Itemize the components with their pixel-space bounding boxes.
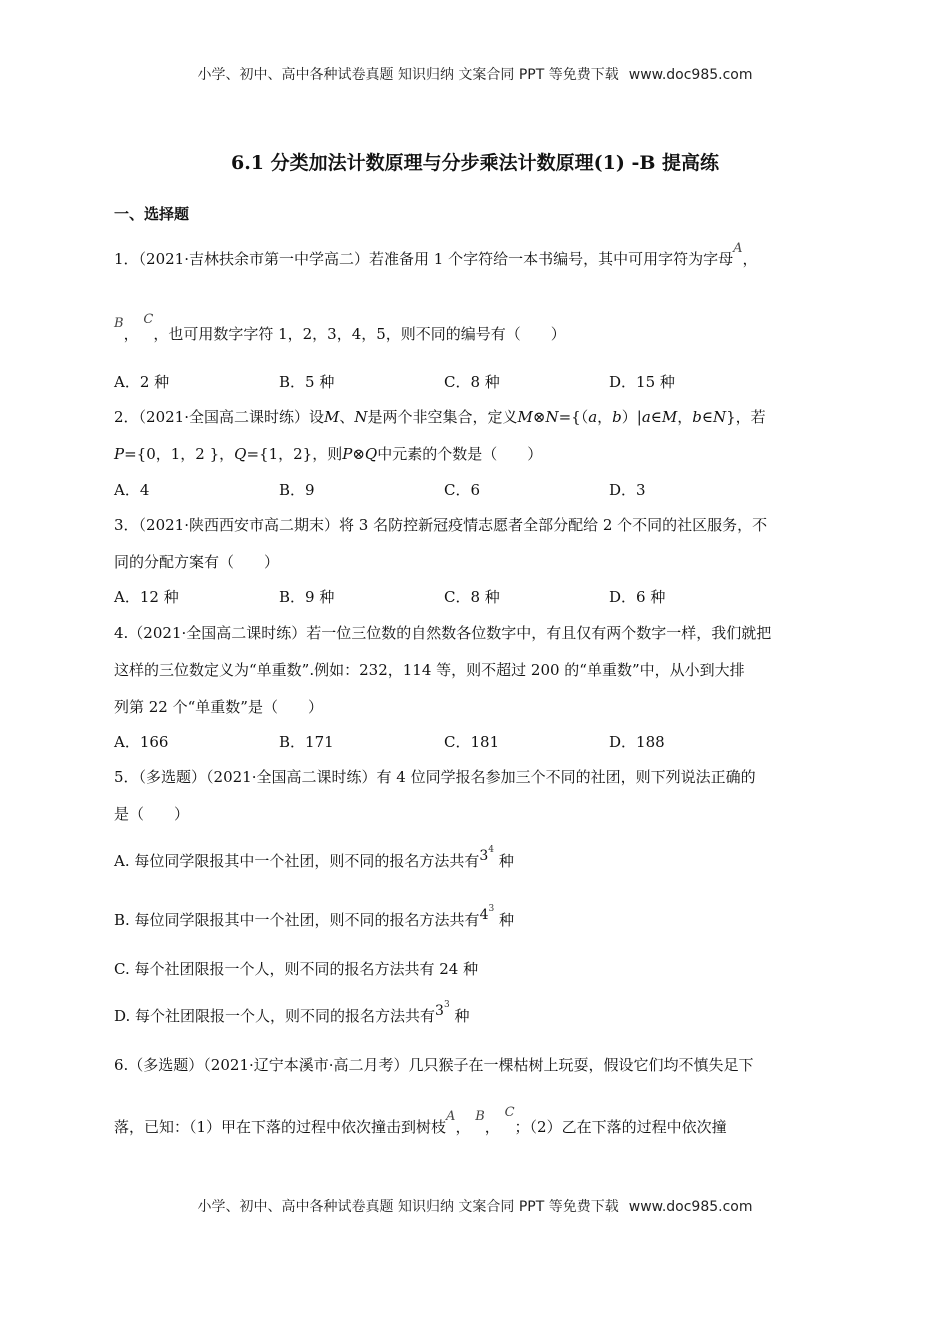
- var-A: A: [446, 1109, 456, 1124]
- q3-option-c[interactable]: C．8 种: [444, 588, 500, 606]
- q5-option-b[interactable]: B. 每位同学限报其中一个社团，则不同的报名方法共有$4^3$ 种: [114, 904, 515, 929]
- var-B: B: [114, 316, 124, 331]
- q4-line2: 这样的三位数定义为“单重数”.例如：232，114 等，则不超过 200 的“单重数”中，从小到大排: [114, 661, 745, 679]
- q6-line2: 落，已知：（1）甲在下落的过程中依次撞击到树枝A， B， C；（2）乙在下落的过程中依次撞: [114, 1105, 727, 1136]
- page-header: [0, 64, 950, 84]
- var-A: A: [733, 241, 743, 256]
- q4-option-d[interactable]: D．188: [609, 733, 665, 751]
- q4-line3: 列第 22 个“单重数”是（ ）: [114, 698, 323, 716]
- var-B: B: [475, 1109, 485, 1124]
- q1-line2: B， C，也可用数字字符 1，2，3，4，5，则不同的编号有（ ）: [114, 312, 566, 343]
- q5-option-c[interactable]: C. 每个社团限报一个人，则不同的报名方法共有 24 种: [114, 960, 479, 978]
- q3-option-b[interactable]: B．9 种: [279, 588, 335, 606]
- q2-option-d[interactable]: D．3: [609, 481, 646, 499]
- q4-option-c[interactable]: C．181: [444, 733, 500, 751]
- q5-line2: 是（ ）: [114, 805, 190, 823]
- page-title: 6.1 分类加法计数原理与分步乘法计数原理(1) -B 提高练: [230, 152, 720, 174]
- q2-option-c[interactable]: C．6: [444, 481, 481, 499]
- header-text: 小学、初中、高中各种试卷真题 知识归纳 文案合同 PPT 等免费下载: [197, 67, 619, 83]
- q1-option-c[interactable]: C．8 种: [444, 373, 500, 391]
- section-heading: 一、选择题: [114, 205, 190, 223]
- footer-url[interactable]: www.doc985.com: [628, 1199, 753, 1215]
- footer-text: 小学、初中、高中各种试卷真题 知识归纳 文案合同 PPT 等免费下载: [197, 1199, 619, 1215]
- q2-line1: 2．（2021·全国高二课时练）设M、N是两个非空集合，定义M⊗N={（a，b）|a∈M，b∈N}，若: [114, 408, 766, 426]
- q5-option-d[interactable]: D. 每个社团限报一个人，则不同的报名方法共有$3^3$ 种: [114, 1000, 470, 1025]
- q4-line1: 4.（2021·全国高二课时练）若一位三位数的自然数各位数字中，有且仅有两个数字一样，我们就把: [114, 624, 772, 642]
- var-C: C: [143, 312, 154, 327]
- q6-line1: 6.（多选题）（2021·辽宁本溪市·高二月考）几只猴子在一棵枯树上玩耍，假设它们均不慎失足下: [114, 1056, 754, 1074]
- q5-line1: 5．（多选题）（2021·全国高二课时练）有 4 位同学报名参加三个不同的社团，则下列说法正确的: [114, 768, 756, 786]
- header-url[interactable]: www.doc985.com: [628, 67, 753, 83]
- q2-line2: P={0，1，2 }，Q={1，2}，则P⊗Q中元素的个数是（ ）: [114, 445, 543, 463]
- q1-option-a[interactable]: A．2 种: [114, 373, 170, 391]
- q4-option-b[interactable]: B．171: [279, 733, 334, 751]
- q2-option-b[interactable]: B．9: [279, 481, 315, 499]
- q5-option-a[interactable]: A. 每位同学限报其中一个社团，则不同的报名方法共有$3^4$ 种: [114, 845, 514, 870]
- q2-option-a[interactable]: A．4: [114, 481, 150, 499]
- q1-option-d[interactable]: D．15 种: [609, 373, 675, 391]
- page-footer: [0, 1196, 950, 1216]
- var-C: C: [504, 1105, 515, 1120]
- q1-line1: 1．（2021·吉林扶余市第一中学高二）若准备用 1 个字符给一本书编号，其中可用字符为字母A，: [114, 241, 758, 268]
- q1-option-b[interactable]: B．5 种: [279, 373, 335, 391]
- q4-option-a[interactable]: A．166: [114, 733, 169, 751]
- q3-option-a[interactable]: A．12 种: [114, 588, 179, 606]
- q3-line1: 3．（2021·陕西西安市高二期末）将 3 名防控新冠疫情志愿者全部分配给 2 个不同的社区服务，不: [114, 516, 768, 534]
- q3-option-d[interactable]: D．6 种: [609, 588, 666, 606]
- q3-line2: 同的分配方案有（ ）: [114, 553, 280, 571]
